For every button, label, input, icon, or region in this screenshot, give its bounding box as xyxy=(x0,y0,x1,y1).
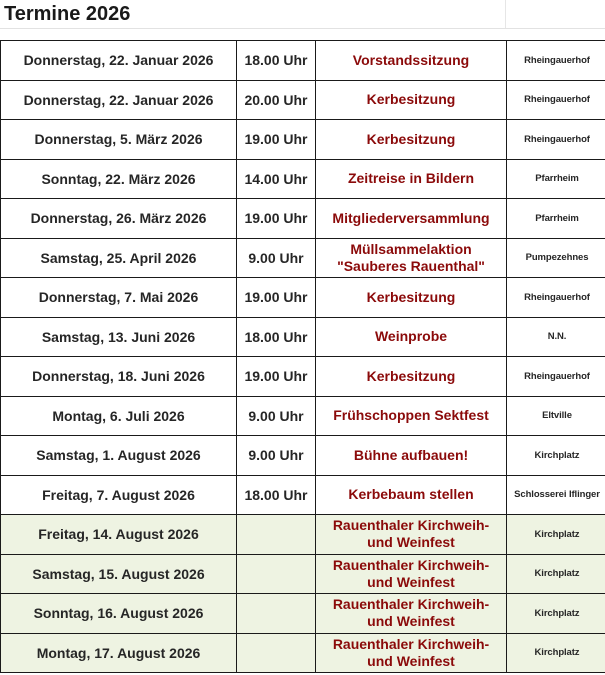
page-title: Termine 2026 xyxy=(4,3,131,25)
table-row xyxy=(1,238,605,278)
date-cell[interactable]: Donnerstag, 18. Juni 2026 xyxy=(1,357,237,397)
event-line-1: Rauenthaler Kirchweih- xyxy=(332,556,490,573)
time-cell[interactable] xyxy=(237,515,316,555)
date-cell[interactable]: Samstag, 25. April 2026 xyxy=(1,238,237,278)
time-cell[interactable]: 9.00 Uhr xyxy=(237,436,316,476)
date-cell[interactable]: Donnerstag, 5. März 2026 xyxy=(1,120,237,160)
place-cell[interactable]: Rheingauerhof xyxy=(507,80,605,120)
event-cell[interactable] xyxy=(316,238,507,278)
place-cell[interactable]: Rheingauerhof xyxy=(507,120,605,160)
table-row-festival xyxy=(1,633,605,673)
table-row xyxy=(1,80,605,120)
time-cell[interactable]: 9.00 Uhr xyxy=(237,396,316,436)
grid-line xyxy=(505,0,506,28)
time-cell[interactable]: 9.00 Uhr xyxy=(237,238,316,278)
place-cell[interactable]: Eltville xyxy=(507,396,605,436)
event-cell[interactable]: Kerbesitzung xyxy=(316,80,507,120)
date-cell[interactable]: Sonntag, 22. März 2026 xyxy=(1,159,237,199)
place-cell[interactable]: Schlosserei Iflinger xyxy=(507,475,605,515)
time-cell[interactable]: 20.00 Uhr xyxy=(237,80,316,120)
table-row xyxy=(1,436,605,476)
place-cell[interactable]: Rheingauerhof xyxy=(507,41,605,81)
date-cell[interactable]: Donnerstag, 26. März 2026 xyxy=(1,199,237,239)
table-row-festival xyxy=(1,594,605,634)
time-cell[interactable] xyxy=(237,554,316,594)
event-line-2: und Weinfest xyxy=(367,573,455,590)
event-cell[interactable]: Bühne aufbauen! xyxy=(316,436,507,476)
date-cell[interactable]: Freitag, 7. August 2026 xyxy=(1,475,237,515)
title-row xyxy=(0,0,605,29)
place-cell[interactable]: Kirchplatz xyxy=(507,515,605,555)
table-row xyxy=(1,357,605,397)
place-cell[interactable]: Kirchplatz xyxy=(507,554,605,594)
time-cell[interactable]: 14.00 Uhr xyxy=(237,159,316,199)
time-cell[interactable]: 19.00 Uhr xyxy=(237,120,316,160)
table-row xyxy=(1,278,605,318)
date-cell[interactable]: Donnerstag, 22. Januar 2026 xyxy=(1,41,237,81)
time-cell[interactable]: 18.00 Uhr xyxy=(237,41,316,81)
event-cell[interactable] xyxy=(316,515,507,555)
table-row xyxy=(1,159,605,199)
date-cell[interactable]: Samstag, 1. August 2026 xyxy=(1,436,237,476)
date-cell[interactable]: Sonntag, 16. August 2026 xyxy=(1,594,237,634)
table-row-festival xyxy=(1,554,605,594)
date-cell[interactable]: Montag, 17. August 2026 xyxy=(1,633,237,673)
event-cell[interactable]: Kerbesitzung xyxy=(316,120,507,160)
event-cell[interactable] xyxy=(316,633,507,673)
time-cell[interactable]: 19.00 Uhr xyxy=(237,357,316,397)
date-cell[interactable]: Donnerstag, 22. Januar 2026 xyxy=(1,80,237,120)
time-cell[interactable]: 18.00 Uhr xyxy=(237,475,316,515)
place-cell[interactable]: Pumpezehnes xyxy=(507,238,605,278)
table-row xyxy=(1,317,605,357)
event-cell[interactable]: Weinprobe xyxy=(316,317,507,357)
event-cell[interactable]: Kerbebaum stellen xyxy=(316,475,507,515)
event-line-2: und Weinfest xyxy=(367,613,455,630)
place-cell[interactable]: Kirchplatz xyxy=(507,594,605,634)
time-cell[interactable]: 18.00 Uhr xyxy=(237,317,316,357)
event-cell[interactable]: Zeitreise in Bildern xyxy=(316,159,507,199)
place-cell[interactable]: Rheingauerhof xyxy=(507,278,605,318)
table-row xyxy=(1,396,605,436)
place-cell[interactable]: Kirchplatz xyxy=(507,633,605,673)
event-cell[interactable] xyxy=(316,594,507,634)
place-cell[interactable]: Rheingauerhof xyxy=(507,357,605,397)
date-cell[interactable]: Samstag, 13. Juni 2026 xyxy=(1,317,237,357)
event-cell[interactable]: Frühschoppen Sektfest xyxy=(316,396,507,436)
time-cell[interactable] xyxy=(237,594,316,634)
time-cell[interactable] xyxy=(237,633,316,673)
table-row xyxy=(1,41,605,81)
date-cell[interactable]: Donnerstag, 7. Mai 2026 xyxy=(1,278,237,318)
event-line-2: und Weinfest xyxy=(367,652,455,669)
place-cell[interactable]: Kirchplatz xyxy=(507,436,605,476)
place-cell[interactable]: Pfarrheim xyxy=(507,199,605,239)
event-line-1: Rauenthaler Kirchweih- xyxy=(332,517,490,534)
event-cell[interactable]: Kerbesitzung xyxy=(316,278,507,318)
table-row xyxy=(1,475,605,515)
event-line-1: Rauenthaler Kirchweih- xyxy=(332,635,490,652)
table-row xyxy=(1,199,605,239)
event-line-1: Müllsammelaktion xyxy=(350,240,472,257)
place-cell[interactable]: Pfarrheim xyxy=(507,159,605,199)
date-cell[interactable]: Samstag, 15. August 2026 xyxy=(1,554,237,594)
table-row xyxy=(1,120,605,160)
place-cell[interactable]: N.N. xyxy=(507,317,605,357)
date-cell[interactable]: Freitag, 14. August 2026 xyxy=(1,515,237,555)
table-row-festival xyxy=(1,515,605,555)
time-cell[interactable]: 19.00 Uhr xyxy=(237,278,316,318)
event-cell[interactable] xyxy=(316,554,507,594)
time-cell[interactable]: 19.00 Uhr xyxy=(237,199,316,239)
event-line-2: "Sauberes Rauenthal" xyxy=(337,257,485,274)
events-table xyxy=(0,40,605,673)
event-cell[interactable]: Mitgliederversammlung xyxy=(316,199,507,239)
event-line-1: Rauenthaler Kirchweih- xyxy=(332,596,490,613)
spacer-row xyxy=(0,28,605,40)
date-cell[interactable]: Montag, 6. Juli 2026 xyxy=(1,396,237,436)
event-cell[interactable]: Vorstandssitzung xyxy=(316,41,507,81)
event-line-2: und Weinfest xyxy=(367,534,455,551)
event-cell[interactable]: Kerbesitzung xyxy=(316,357,507,397)
